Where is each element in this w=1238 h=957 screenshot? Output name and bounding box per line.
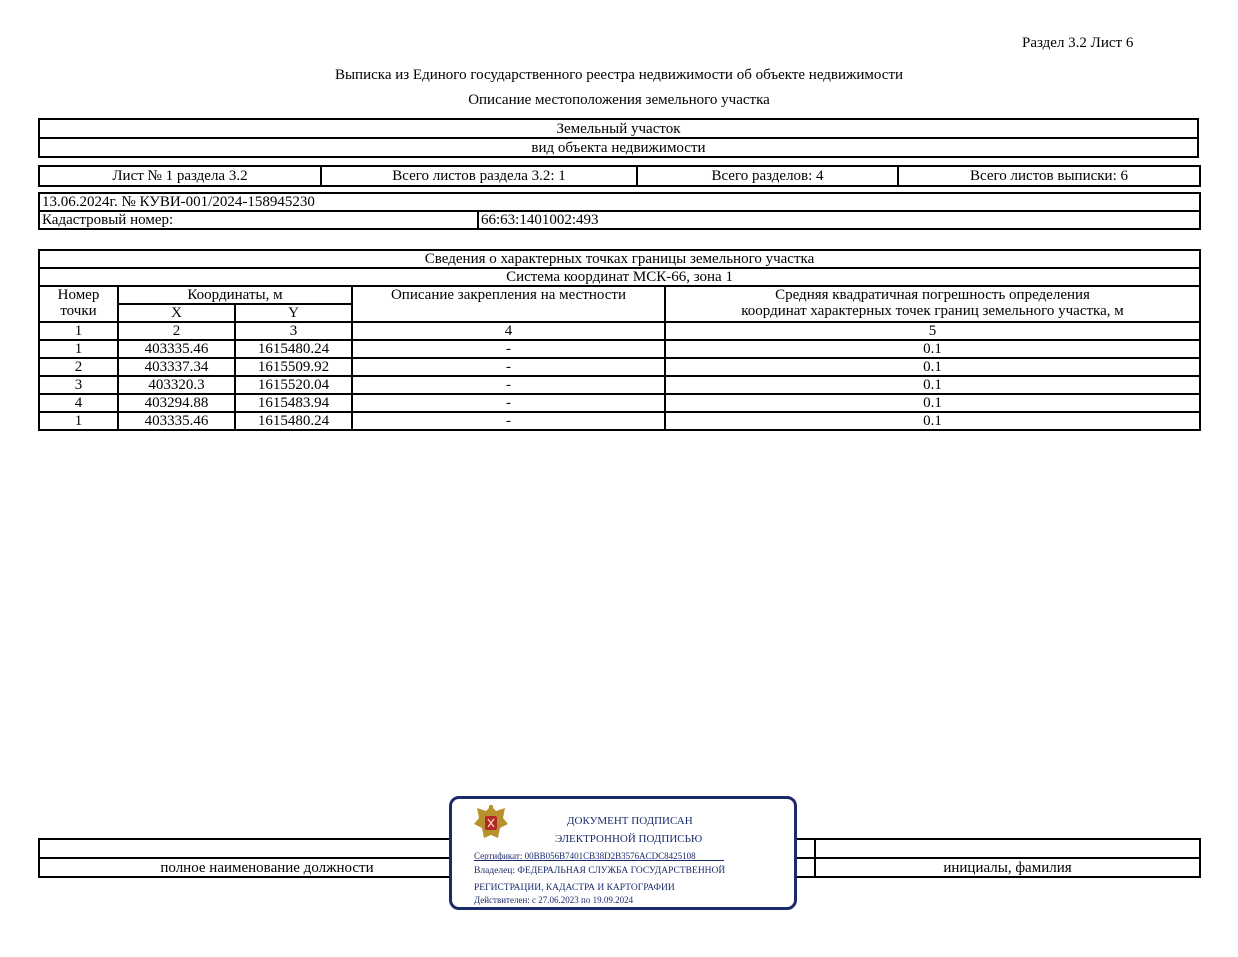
table-row <box>39 412 1200 430</box>
section-reference: Раздел 3.2 Лист 6 <box>1022 35 1134 51</box>
point-number: 1 <box>39 412 118 430</box>
stamp-validity: Действителен: с 27.06.2023 по 19.09.2024 <box>474 895 634 905</box>
point-number: 2 <box>39 358 118 376</box>
object-type-table <box>38 118 1199 158</box>
document-subtitle: Описание местоположения земельного участка <box>468 92 770 108</box>
point-x: 403294.88 <box>118 394 235 412</box>
table-row <box>39 376 1200 394</box>
point-error: 0.1 <box>665 358 1200 376</box>
name-caption: инициалы, фамилия <box>815 858 1200 877</box>
stamp-line-2: ЭЛЕКТРОННОЙ ПОДПИСЬЮ <box>555 833 703 845</box>
col-num: 4 <box>352 322 665 340</box>
table-row <box>39 394 1200 412</box>
point-y: 1615520.04 <box>235 376 352 394</box>
point-y: 1615509.92 <box>235 358 352 376</box>
col-error-line1: Средняя квадратичная погрешность определения <box>775 287 1090 303</box>
col-coordinates: Координаты, м <box>118 286 352 304</box>
point-number: 3 <box>39 376 118 394</box>
sheet-number: Лист № 1 раздела 3.2 <box>39 166 321 186</box>
object-type-value: Земельный участок <box>39 119 1198 138</box>
document-title: Выписка из Единого государственного реестра недвижимости об объекте недвижимости <box>334 67 904 83</box>
stamp-owner-line-2: РЕГИСТРАЦИИ, КАДАСТРА И КАРТОГРАФИИ <box>474 883 675 893</box>
points-table-title: Сведения о характерных точках границы земельного участка <box>39 250 1200 268</box>
point-number: 4 <box>39 394 118 412</box>
cadastral-number-value: 66:63:1401002:493 <box>478 211 1200 229</box>
point-error: 0.1 <box>665 340 1200 358</box>
point-description: - <box>352 412 665 430</box>
sheet-info-table <box>38 165 1201 187</box>
col-point-number-line2: точки <box>60 303 97 319</box>
point-error: 0.1 <box>665 394 1200 412</box>
stamp-owner-line-1: Владелец: ФЕДЕРАЛЬНАЯ СЛУЖБА ГОСУДАРСТВЕННОЙ <box>474 866 726 876</box>
electronic-signature-stamp <box>449 796 797 910</box>
point-description: - <box>352 394 665 412</box>
col-y: Y <box>235 304 352 322</box>
coat-of-arms-icon <box>472 802 510 842</box>
col-point-number-line1: Номер <box>57 287 100 303</box>
position-caption: полное наименование должности <box>39 858 495 877</box>
stamp-certificate: Сертификат: 00BB056B7401CB38D2B3576ACDC8425108 <box>474 851 696 861</box>
point-number: 1 <box>39 340 118 358</box>
signature-position-blank <box>39 839 495 858</box>
col-error <box>665 286 1200 322</box>
point-error: 0.1 <box>665 412 1200 430</box>
col-num: 2 <box>118 322 235 340</box>
total-sections: Всего разделов: 4 <box>637 166 898 186</box>
col-x: X <box>118 304 235 322</box>
point-x: 403335.46 <box>118 412 235 430</box>
col-num: 3 <box>235 322 352 340</box>
col-num: 5 <box>665 322 1200 340</box>
point-y: 1615483.94 <box>235 394 352 412</box>
point-x: 403335.46 <box>118 340 235 358</box>
signature-name-blank <box>815 839 1200 858</box>
point-y: 1615480.24 <box>235 340 352 358</box>
point-description: - <box>352 376 665 394</box>
coordinate-system: Система координат МСК-66, зона 1 <box>39 268 1200 286</box>
point-x: 403320.3 <box>118 376 235 394</box>
col-num: 1 <box>39 322 118 340</box>
table-row <box>39 340 1200 358</box>
point-y: 1615480.24 <box>235 412 352 430</box>
col-description: Описание закрепления на местности <box>352 286 665 322</box>
point-description: - <box>352 340 665 358</box>
col-error-line2: координат характерных точек границ земельного участка, м <box>741 303 1124 319</box>
total-sheets-extract: Всего листов выписки: 6 <box>898 166 1200 186</box>
table-row <box>39 358 1200 376</box>
total-sheets-section: Всего листов раздела 3.2: 1 <box>321 166 637 186</box>
document-info-table <box>38 192 1201 230</box>
point-error: 0.1 <box>665 376 1200 394</box>
point-description: - <box>352 358 665 376</box>
document-date-number: 13.06.2024г. № КУВИ-001/2024-158945230 <box>39 193 1200 211</box>
point-x: 403337.34 <box>118 358 235 376</box>
object-type-caption: вид объекта недвижимости <box>39 138 1198 157</box>
col-point-number <box>39 286 118 322</box>
cadastral-number-label: Кадастровый номер: <box>39 211 478 229</box>
boundary-points-table <box>38 249 1201 431</box>
stamp-line-1: ДОКУМЕНТ ПОДПИСАН <box>567 815 693 827</box>
